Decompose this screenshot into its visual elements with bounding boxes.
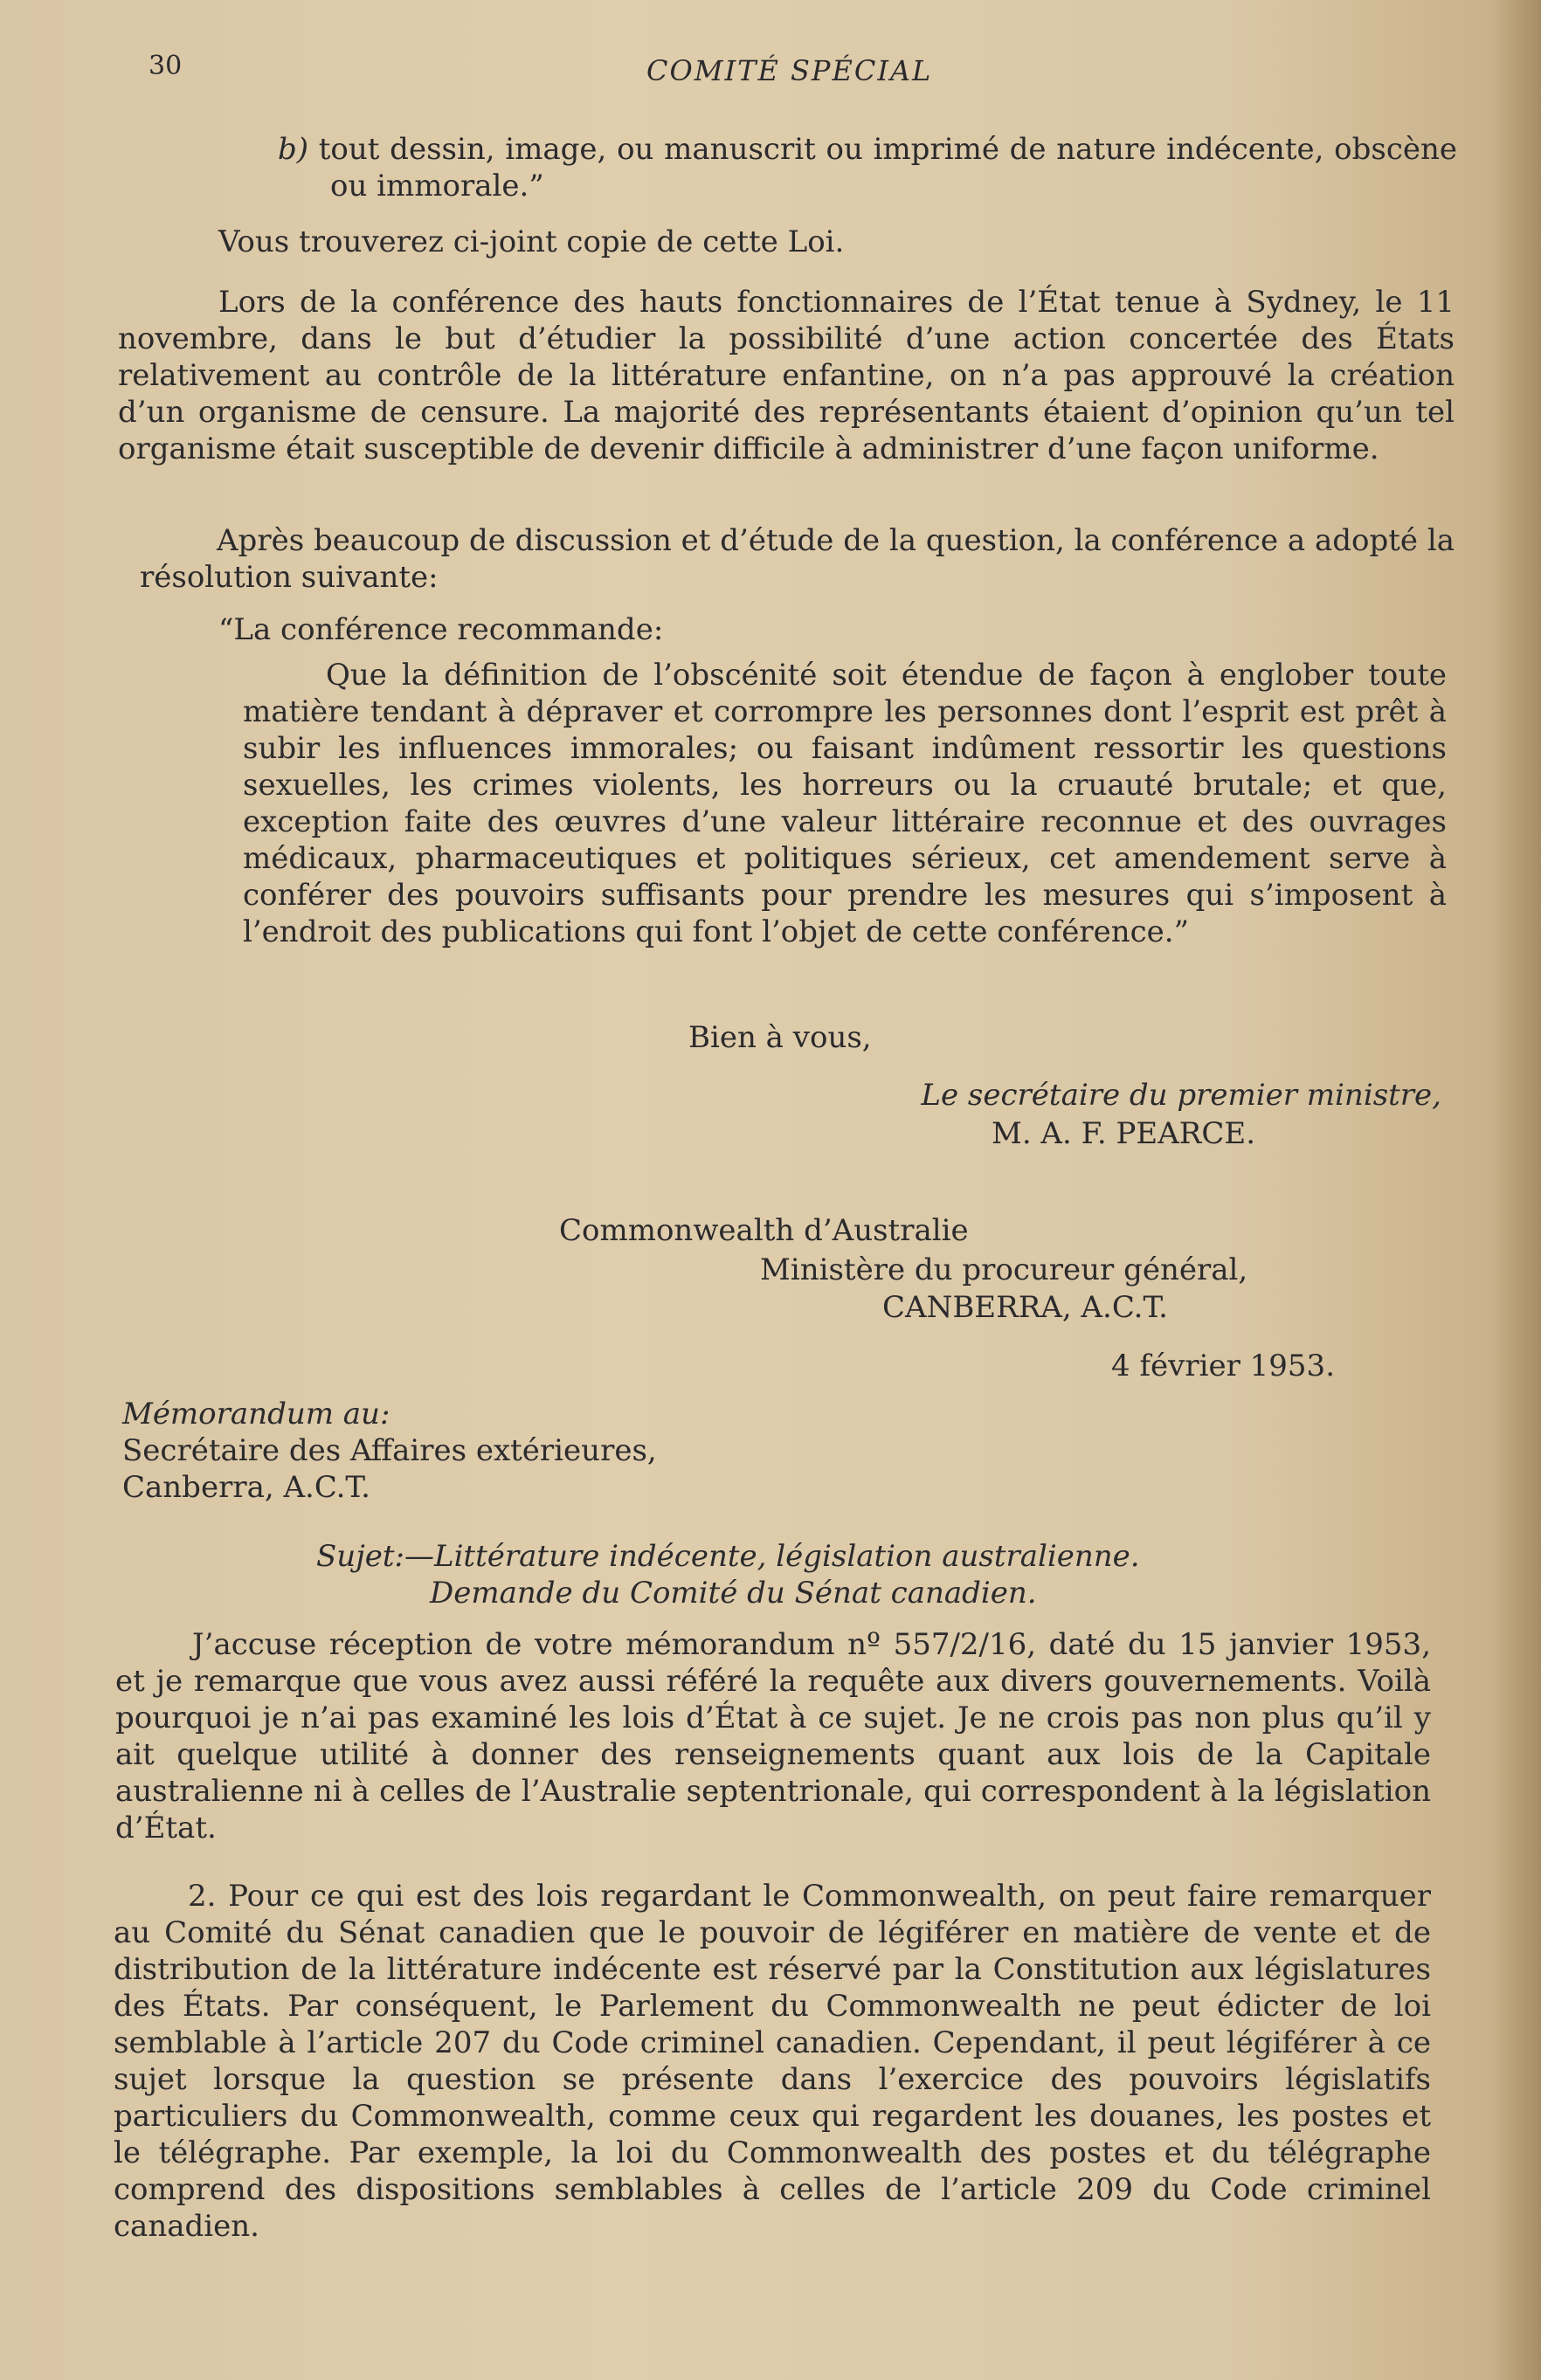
closing-text: Bien à vous, bbox=[688, 1020, 872, 1055]
memo-label: Mémorandum au: bbox=[122, 1397, 390, 1431]
paragraph-2 bbox=[114, 1878, 1431, 2245]
signature-name-text: M. A. F. PEARCE. bbox=[992, 1116, 1255, 1151]
clause-text: tout dessin, image, ou manuscrit ou imprimé de nature indécente, obscène ou immorale.” bbox=[318, 132, 1458, 204]
memo-recipient-line-1: Secrétaire des Affaires extérieures, bbox=[122, 1433, 657, 1468]
memo-subject bbox=[316, 1538, 1452, 1611]
letter-date bbox=[1111, 1348, 1461, 1384]
quoted-clause-b bbox=[278, 131, 1457, 204]
paragraph-1-text: J’accuse réception de votre mémorandum nº 557/2/16, daté du 15 janvier 1953, et je remarque que vous avez aussi référé la requête aux divers gouvernements. Voilà pourquoi je n’ai pas examiné les lois d’État à ce sujet. Je ne crois pas non plus qu’il y ait quelque utilité à donner des renseignements quant aux lois de la Capitale australienne ni à celles de l’Australie septentrionale, qui correspondent à la législation d’État. bbox=[115, 1627, 1431, 1845]
resolution-quote-text: Que la définition de l’obscénité soit étendue de façon à englober toute matière tendant à dépraver et corrompre les personnes dont l’esprit est prêt à subir les influences immorales; ou faisant indûment ressortir les questions sexuelles, les crimes violents, les horreurs ou la cruauté brutale; et que, exception faite des œuvres d’une valeur littéraire reconnue et des ouvrages médicaux, pharmaceutiques et politiques sérieux, cet amendement serve à conférer des pouvoirs suffisants pour prendre les mesures qui s’imposent à l’endroit des publications qui font l’objet de cette conférence.” bbox=[243, 658, 1447, 949]
closing bbox=[688, 1019, 1213, 1056]
resolution-quote bbox=[243, 657, 1447, 950]
resolution-intro-text: Après beaucoup de discussion et d’étude de la question, la conférence a adopté la résolution suivante: bbox=[140, 523, 1455, 595]
clause-label: b) bbox=[278, 132, 309, 167]
signature-title-text: Le secrétaire du premier ministre, bbox=[921, 1078, 1441, 1113]
paragraph-2-text: 2. Pour ce qui est des lois regardant le Commonwealth, on peut faire remarquer au Comité du Sénat canadien que le pouvoir de légiférer en matière de vente et de distribution de la littérature indécente est réservé par la Constitution aux législatures des États. Par conséquent, le Parlement du Commonwealth ne peut édicter de loi semblable à l’article 207 du Code criminel canadien. Cependant, il peut légiférer à ce sujet lorsque la question se présente dans l’exercice des pouvoirs législatifs particuliers du Commonwealth, comme ceux qui regardent les douanes, les postes et le télégraphe. Par exemple, la loi du Commonwealth des postes et du télégraphe comprend des dispositions semblables à celles de l’article 209 du Code criminel canadien. bbox=[114, 1879, 1431, 2244]
subject-label: Sujet: bbox=[316, 1539, 404, 1574]
subject-line-1: —Littérature indécente, législation australienne. bbox=[404, 1539, 1140, 1574]
signature-name bbox=[992, 1115, 1428, 1152]
resolution-heading bbox=[218, 611, 1441, 648]
enclosure-note bbox=[218, 224, 1441, 260]
paragraph-resolution-intro bbox=[140, 522, 1455, 596]
letterhead-ministry: Ministère du procureur général, bbox=[760, 1252, 1248, 1287]
page-edge-shadow bbox=[1489, 0, 1541, 2380]
subject-line-2: Demande du Comité du Sénat canadien. bbox=[430, 1576, 1037, 1611]
letterhead-city: CANBERRA, A.C.T. bbox=[882, 1290, 1168, 1325]
paragraph-conference bbox=[118, 284, 1455, 467]
resolution-heading-text: “La conférence recommande: bbox=[218, 612, 664, 647]
letterhead-country: Commonwealth d’Australie bbox=[559, 1213, 969, 1248]
page-header bbox=[0, 51, 1541, 94]
memo-addressee bbox=[122, 1396, 909, 1506]
paragraph-conference-text: Lors de la conférence des hauts fonctionnaires de l’État tenue à Sydney, le 11 novembre, dans le but d’étudier la possibilité d’une action concertée des États relativement au contrôle de la littérature enfantine, on n’a pas approuvé la création d’un organisme de censure. La majorité des représentants étaient d’opinion qu’un tel organisme était susceptible de devenir difficile à administrer d’une façon uniforme. bbox=[118, 285, 1455, 466]
memo-recipient-line-2: Canberra, A.C.T. bbox=[122, 1470, 370, 1505]
enclosure-text: Vous trouverez ci-joint copie de cette Loi. bbox=[218, 224, 845, 259]
date-text: 4 février 1953. bbox=[1111, 1349, 1335, 1383]
letterhead-line-1 bbox=[559, 1212, 1345, 1249]
running-title: COMITÉ SPÉCIAL bbox=[646, 54, 933, 87]
letterhead-line-3 bbox=[882, 1289, 1406, 1326]
paragraph-1 bbox=[115, 1626, 1431, 1846]
signature-title bbox=[612, 1077, 1441, 1114]
letterhead-line-2 bbox=[760, 1252, 1459, 1288]
page-number: 30 bbox=[149, 51, 183, 81]
